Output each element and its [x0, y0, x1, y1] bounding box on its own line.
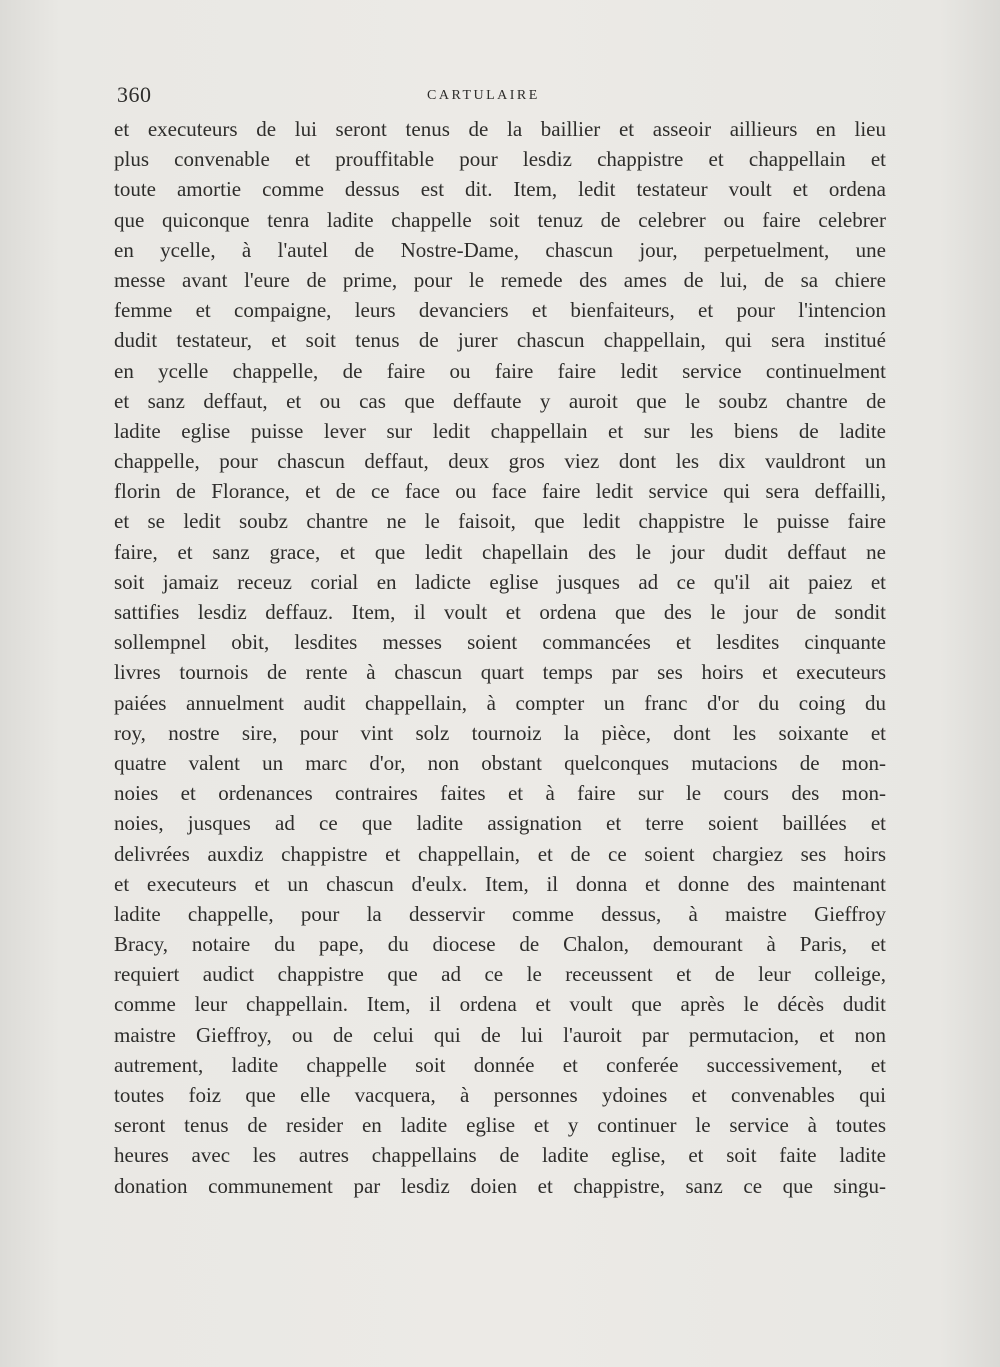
text-line: et executeurs de lui seront tenus de la baillier et asseoir aillieurs en lieu — [114, 117, 886, 141]
text-line: toute amortie comme dessus est dit. Item, ledit testateur voult et ordena — [114, 177, 886, 202]
text-line: femme et compaigne, leurs devanciers et bienfaiteurs, et pour l'intencion — [114, 298, 886, 323]
text-line: plus convenable et prouffitable pour lesdiz chappistre et chappellain et — [114, 147, 886, 172]
text-line: toutes foiz que elle vacquera, à personnes ydoines et convenables qui — [114, 1083, 886, 1107]
text-line: sattifies lesdiz deffauz. Item, il voult et ordena que des le jour de sondit — [114, 600, 886, 624]
text-line: ladite eglise puisse lever sur ledit chappellain et sur les biens de ladite — [114, 418, 886, 443]
text-line: soit jamaiz receuz corial en ladicte eglise jusques ad ce qu'il ait paiez et — [114, 569, 886, 594]
text-line: autrement, ladite chappelle soit donnée et conferée successivement, et — [114, 1052, 886, 1077]
text-line: heures avec les autres chappellains de ladite eglise, et soit faite ladite — [114, 1143, 886, 1168]
text-line: roy, nostre sire, pour vint solz tournoiz la pièce, dont les soixante et — [114, 720, 886, 745]
text-line: et executeurs et un chascun d'eulx. Item, il donna et donne des maintenant — [114, 871, 886, 896]
text-line: paiées annuelment audit chappellain, à compter un franc d'or du coing du — [114, 690, 886, 715]
text-line: ladite chappelle, pour la desservir comme dessus, à maistre Gieffroy — [114, 901, 886, 926]
text-line: et se ledit soubz chantre ne le faisoit, que ledit chappistre le puisse faire — [114, 509, 886, 534]
text-line: donation communement par lesdiz doien et chappistre, sanz ce que singu- — [114, 1173, 886, 1198]
text-line: messe avant l'eure de prime, pour le remede des ames de lui, de sa chiere — [114, 267, 886, 292]
text-line: comme leur chappellain. Item, il ordena et voult que après le décès dudit — [114, 992, 886, 1017]
text-line: seront tenus de resider en ladite eglise et y continuer le service à toutes — [114, 1113, 886, 1138]
text-line: chappelle, pour chascun deffaut, deux gros viez dont les dix vauldront un — [114, 449, 886, 474]
text-line: delivrées auxdiz chappistre et chappellain, et de ce soient chargiez ses hoirs — [114, 841, 886, 866]
text-line: en ycelle, à l'autel de Nostre-Dame, chascun jour, perpetuelment, une — [114, 237, 886, 262]
text-line: dudit testateur, et soit tenus de jurer chascun chappellain, qui sera institué — [114, 328, 886, 353]
body-text — [114, 114, 886, 1201]
text-line: livres tournois de rente à chascun quart temps par ses hoirs et executeurs — [114, 660, 886, 685]
text-line: noies et ordenances contraires faites et à faire sur le cours des mon- — [114, 781, 886, 806]
text-line: Bracy, notaire du pape, du diocese de Chalon, demourant à Paris, et — [114, 932, 886, 957]
text-line: sollempnel obit, lesdites messes soient commancées et lesdites cinquante — [114, 630, 886, 655]
text-line: requiert audict chappistre que ad ce le receussent et de leur colleige, — [114, 962, 886, 987]
running-title: CARTULAIRE — [427, 88, 540, 103]
text-line: en ycelle chappelle, de faire ou faire faire ledit service continuelment — [114, 358, 886, 383]
text-line: noies, jusques ad ce que ladite assignation et terre soient baillées et — [114, 811, 886, 836]
text-line: et sanz deffaut, et ou cas que deffaute y auroit que le soubz chantre de — [114, 388, 886, 413]
page-header — [117, 82, 885, 112]
text-line: que quiconque tenra ladite chappelle soit tenuz de celebrer ou faire celebrer — [114, 207, 886, 232]
text-line: maistre Gieffroy, ou de celui qui de lui l'auroit par permutacion, et non — [114, 1022, 886, 1047]
text-line: florin de Florance, et de ce face ou face faire ledit service qui sera deffailli, — [114, 479, 886, 504]
text-line: faire, et sanz grace, et que ledit chapellain des le jour dudit deffaut ne — [114, 539, 886, 564]
text-line: quatre valent un marc d'or, non obstant quelconques mutacions de mon- — [114, 750, 886, 775]
page-number: 360 — [117, 82, 152, 107]
